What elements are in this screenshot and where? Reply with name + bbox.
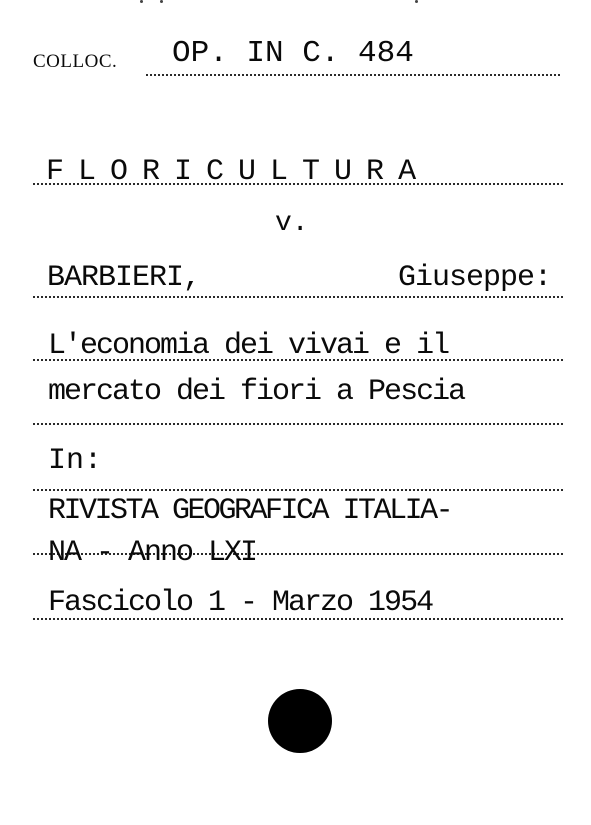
punch-hole — [268, 689, 332, 753]
scan-speck — [140, 0, 143, 3]
title-line-2: mercato dei fiori a Pescia — [48, 375, 465, 409]
author-rule — [33, 296, 563, 298]
colloc-label: COLLOC. — [33, 51, 118, 72]
source-line-2: NA - Anno LXI — [48, 536, 257, 570]
title-rule-2 — [33, 423, 563, 425]
subject-subdivision: v. — [275, 208, 309, 239]
title-line-1: L'economia dei vivai e il — [48, 329, 449, 363]
author-surname: BARBIERI, — [47, 261, 201, 295]
colloc-value: OP. IN C. 484 — [172, 36, 414, 71]
source-line-3: Fascicolo 1 - Marzo 1954 — [48, 586, 433, 620]
scan-speck — [160, 0, 163, 3]
in-rule — [33, 489, 563, 491]
in-label: In: — [48, 444, 103, 478]
colloc-rule — [146, 74, 560, 76]
subject-heading: F L O R I C U L T U R A — [46, 155, 415, 189]
source-line-1: RIVISTA GEOGRAFICA ITALIA- — [48, 494, 452, 528]
author-given-name: Giuseppe: — [398, 261, 552, 295]
scan-speck — [415, 0, 418, 3]
